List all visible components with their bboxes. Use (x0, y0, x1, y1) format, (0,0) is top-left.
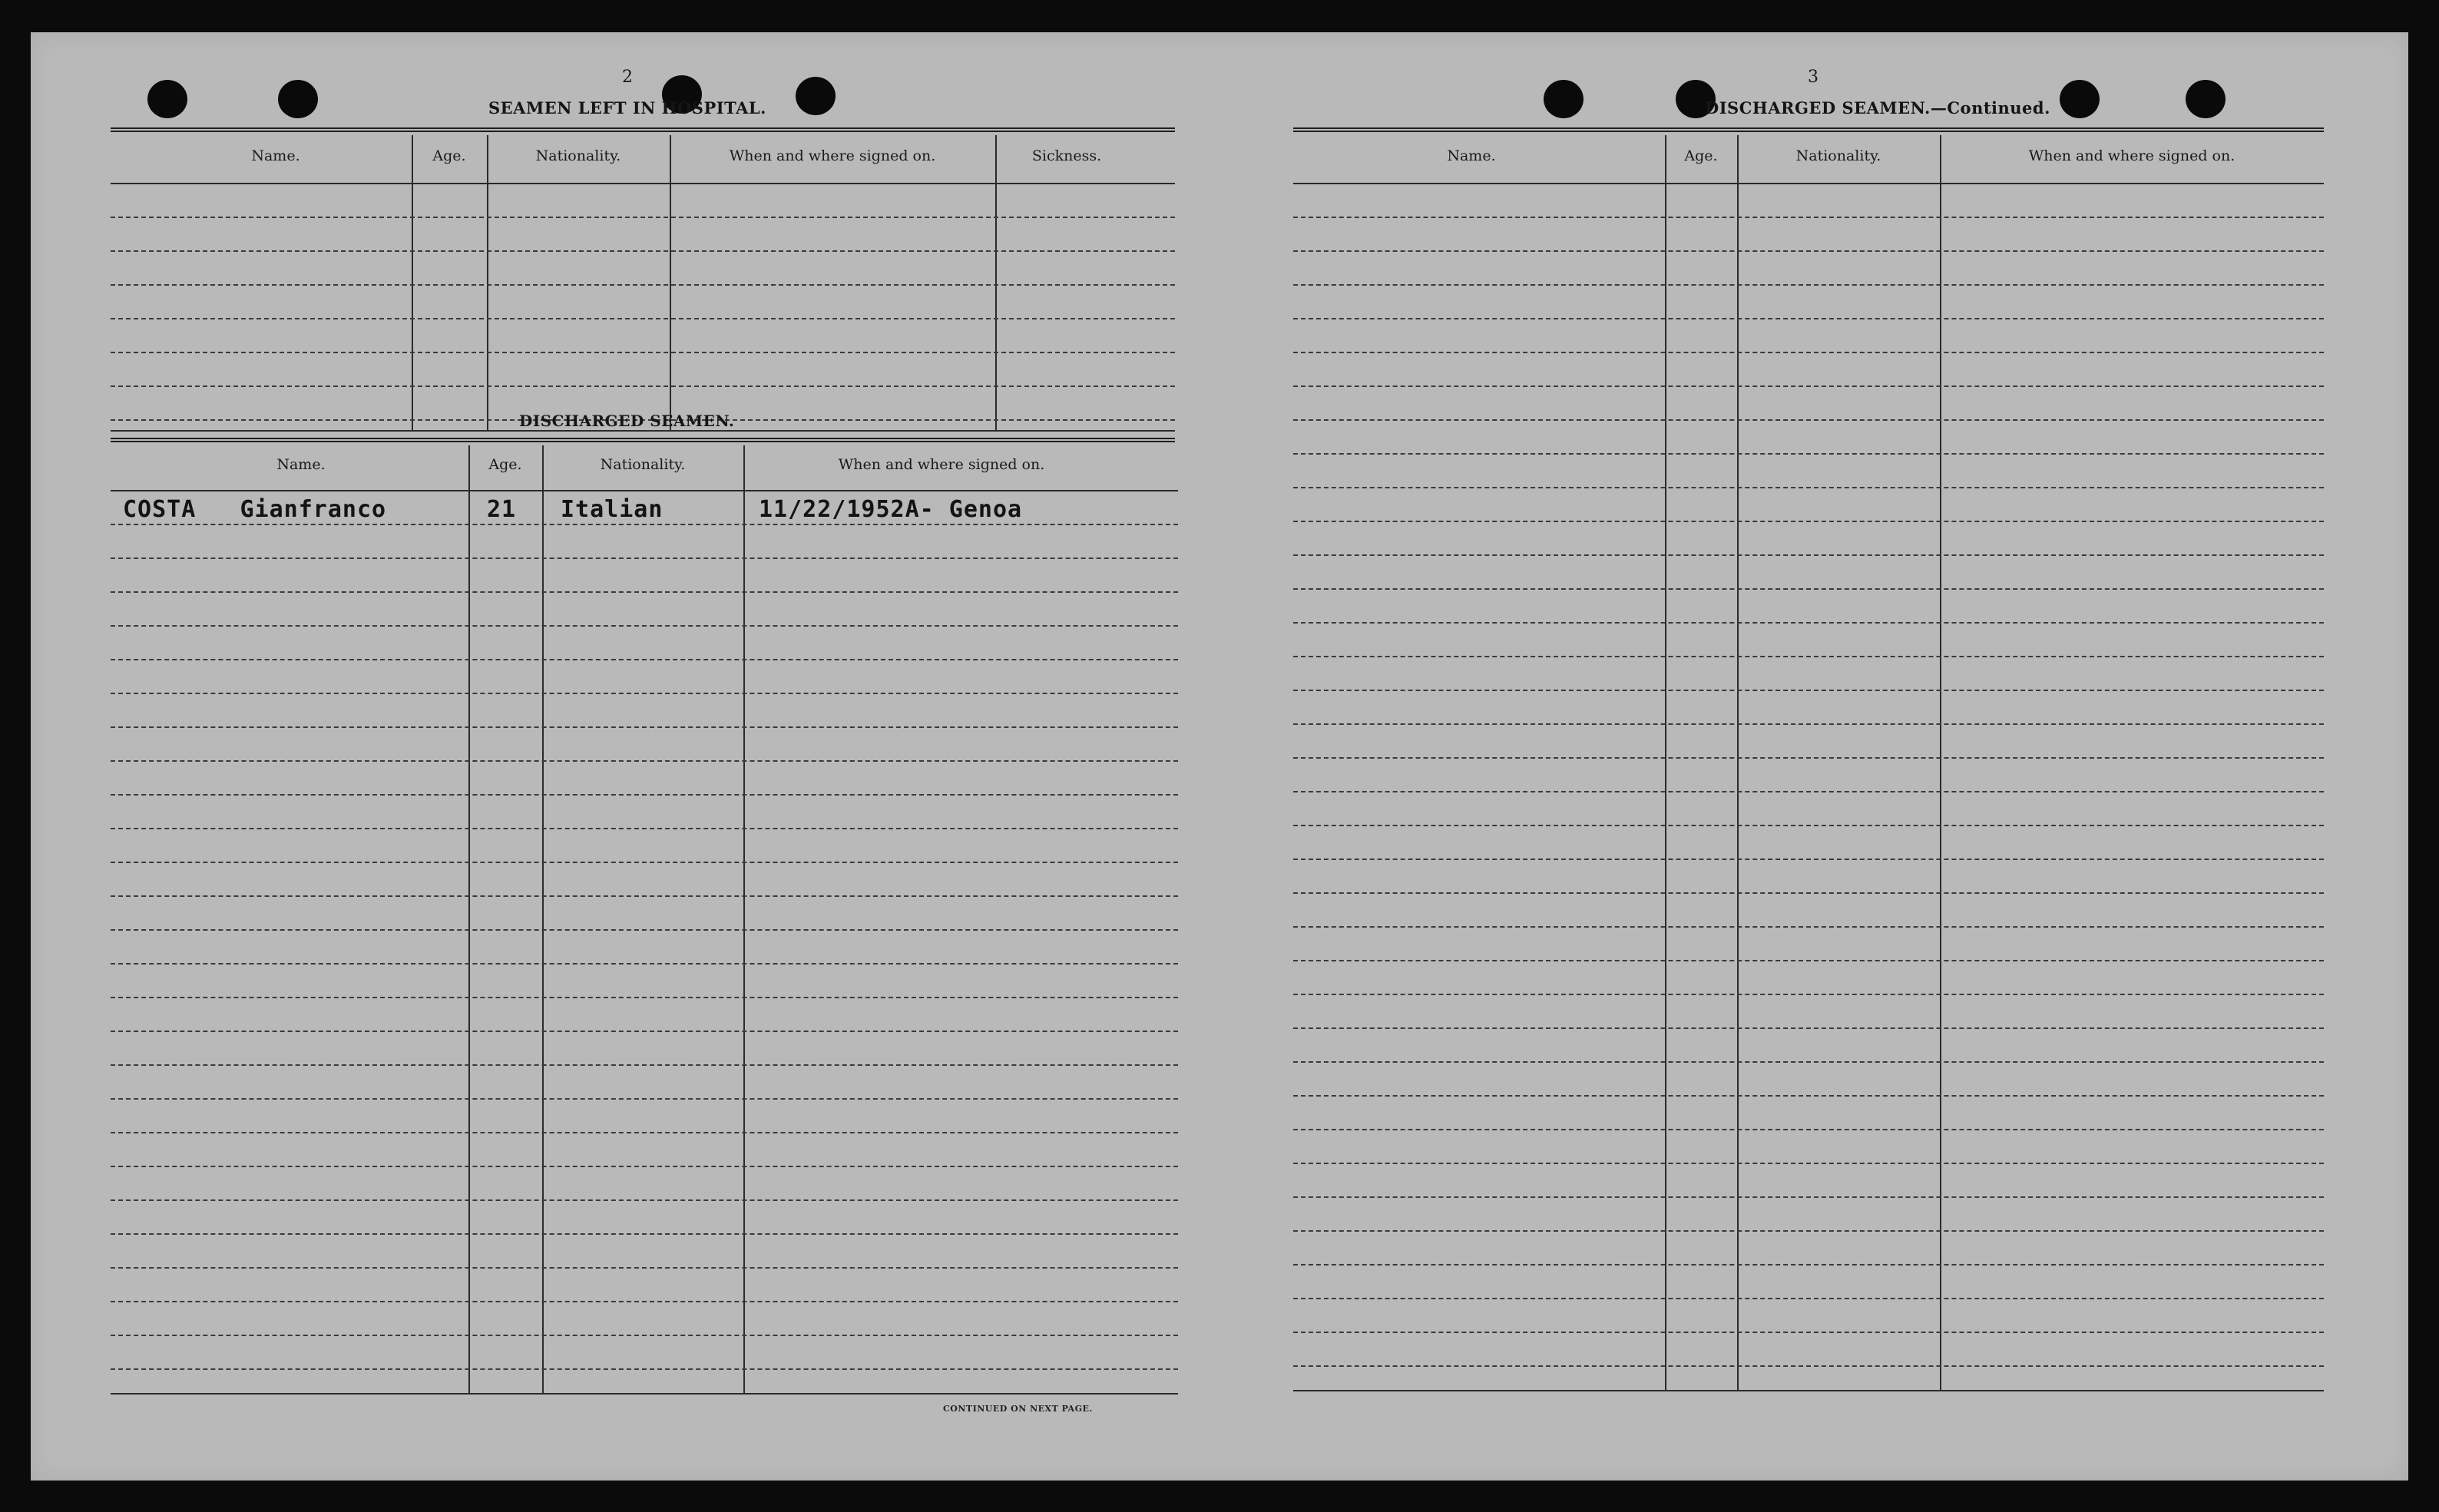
table-top-rule (111, 438, 1175, 442)
column-header-signed-on: When and where signed on. (838, 456, 1045, 473)
entry-line (1293, 825, 2324, 826)
entry-line (1293, 1196, 2324, 1198)
document-sheet (31, 32, 2408, 1481)
table-bottom-rule (111, 1393, 1178, 1395)
entry-line (1293, 1095, 2324, 1097)
entry-line (1293, 690, 2324, 691)
entry-line (1293, 1163, 2324, 1164)
entry-line (1293, 1365, 2324, 1367)
hospital-section-title: SEAMEN LEFT IN HOSPITAL. (488, 98, 766, 117)
seaman-signed-on: 11/22/1952A- Genoa (759, 496, 1023, 523)
entry-line (111, 1301, 1178, 1302)
seaman-age: 21 (487, 496, 517, 523)
entry-line (111, 997, 1178, 998)
page-number: 2 (622, 68, 633, 87)
entry-line (111, 217, 1175, 218)
entry-line (1293, 1129, 2324, 1130)
entry-line (111, 659, 1178, 660)
entry-line (111, 1166, 1178, 1167)
entry-line (1293, 352, 2324, 353)
punch-hole (147, 80, 187, 118)
column-header-name: Name. (1447, 147, 1496, 164)
entry-line (1293, 318, 2324, 319)
entry-line (111, 1031, 1178, 1032)
table-bottom-rule (111, 430, 1175, 432)
entry-line (111, 1233, 1178, 1235)
entry-line (111, 625, 1178, 627)
entry-line (111, 250, 1175, 252)
entry-line (1293, 284, 2324, 286)
entry-line (111, 1132, 1178, 1133)
header-underline (111, 490, 1178, 491)
entry-line (111, 1368, 1178, 1370)
entry-line (1293, 859, 2324, 860)
entry-line (111, 385, 1175, 387)
entry-line (111, 352, 1175, 353)
entry-line (111, 318, 1175, 319)
entry-line (1293, 1298, 2324, 1299)
column-header-name: Name. (251, 147, 300, 164)
punch-hole (1544, 80, 1584, 118)
column-header-age: Age. (432, 147, 466, 164)
entry-line (1293, 588, 2324, 590)
entry-line (111, 1199, 1178, 1201)
continued-note: CONTINUED ON NEXT PAGE. (943, 1404, 1093, 1414)
column-header-age: Age. (488, 456, 522, 473)
table-top-rule (1293, 127, 2324, 132)
left-page (31, 32, 1220, 1481)
header-underline (1293, 183, 2324, 184)
entry-line (1293, 892, 2324, 894)
discharged-section-title: DISCHARGED SEAMEN. (519, 412, 735, 430)
entry-line (1293, 791, 2324, 792)
table-top-rule (111, 127, 1175, 132)
entry-line (1293, 419, 2324, 421)
entry-line (1293, 723, 2324, 725)
entry-line (1293, 994, 2324, 995)
right-page (1220, 32, 2408, 1481)
entry-line (1293, 1027, 2324, 1029)
page-number: 3 (1808, 68, 1818, 87)
header-underline (111, 183, 1175, 184)
punch-hole (2060, 80, 2100, 118)
entry-line (1293, 1061, 2324, 1063)
entry-line (111, 693, 1178, 694)
entry-line (1293, 217, 2324, 218)
entry-line (111, 760, 1178, 762)
punch-hole (278, 80, 318, 118)
entry-line (111, 828, 1178, 829)
column-divider (468, 445, 470, 1393)
entry-line (111, 557, 1178, 559)
column-header-name: Name. (276, 456, 326, 473)
entry-line (1293, 554, 2324, 556)
column-divider (542, 445, 544, 1393)
entry-line (1293, 385, 2324, 387)
table-bottom-rule (1293, 1390, 2324, 1391)
column-header-nationality: Nationality. (535, 147, 621, 164)
entry-line (111, 1267, 1178, 1269)
seaman-nationality: Italian (561, 496, 664, 523)
entry-line (111, 1064, 1178, 1066)
entry-line (111, 591, 1178, 593)
entry-line (1293, 521, 2324, 522)
column-header-signed-on: When and where signed on. (2028, 147, 2235, 164)
punch-hole (796, 77, 836, 115)
entry-line (111, 794, 1178, 796)
entry-line (111, 1098, 1178, 1100)
seaman-name: COSTA Gianfranco (123, 496, 387, 523)
entry-line (1293, 656, 2324, 657)
entry-line (1293, 453, 2324, 455)
entry-line (111, 726, 1178, 728)
entry-line (111, 929, 1178, 931)
entry-line (111, 963, 1178, 964)
column-header-sickness: Sickness. (1031, 147, 1102, 164)
entry-line (1293, 250, 2324, 252)
column-header-nationality: Nationality. (600, 456, 686, 473)
entry-line (1293, 1264, 2324, 1266)
entry-line (1293, 926, 2324, 928)
entry-line (111, 895, 1178, 897)
entry-line (1293, 757, 2324, 759)
punch-hole (2186, 80, 2226, 118)
entry-line (1293, 1230, 2324, 1232)
entry-line (1293, 960, 2324, 961)
column-header-age: Age. (1684, 147, 1718, 164)
column-divider (1737, 135, 1739, 1390)
column-divider (1940, 135, 1941, 1390)
column-header-nationality: Nationality. (1795, 147, 1881, 164)
column-divider (743, 445, 745, 1393)
entry-line (1293, 1332, 2324, 1333)
discharged-continued-title: DISCHARGED SEAMEN.—Continued. (1705, 98, 2050, 117)
entry-line (111, 862, 1178, 863)
entry-line (111, 284, 1175, 286)
column-header-signed-on: When and where signed on. (729, 147, 936, 164)
entry-line (1293, 487, 2324, 488)
column-divider (1665, 135, 1666, 1390)
entry-line (111, 524, 1178, 525)
entry-line (1293, 622, 2324, 624)
entry-line (111, 1335, 1178, 1336)
